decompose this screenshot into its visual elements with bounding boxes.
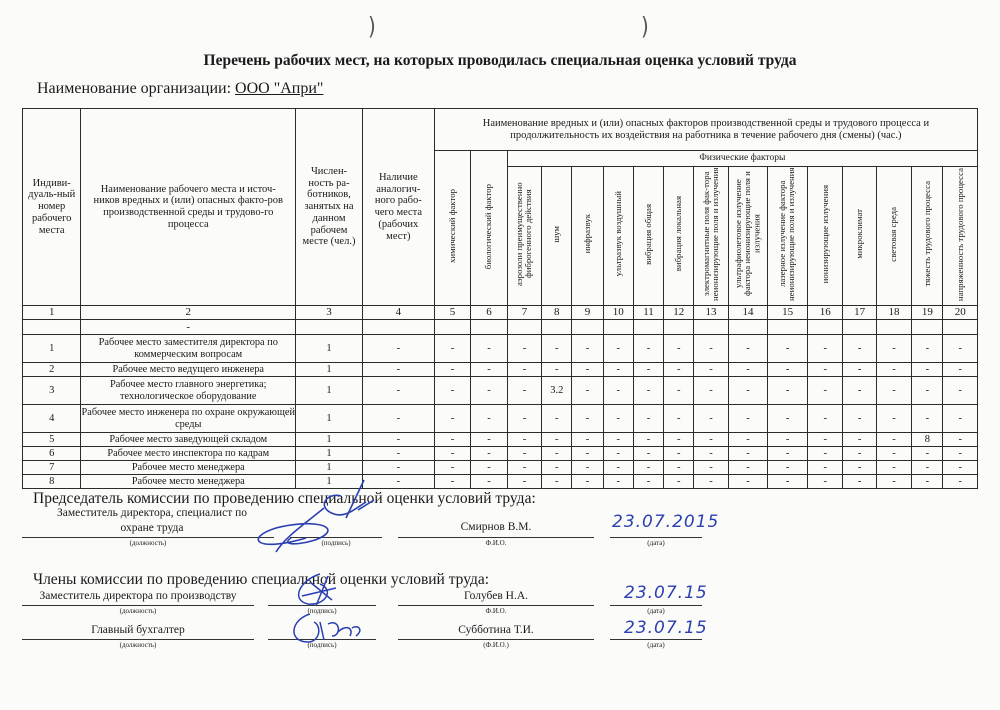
header-analog-workplace: Наличие аналогич-ного рабо-чего места (рабочих мест) <box>362 109 434 306</box>
blank-row <box>23 320 978 335</box>
factor-value-col-13: - <box>694 363 728 377</box>
workplace-name: Рабочее место менеджера <box>81 475 296 489</box>
blank-cell <box>542 320 572 335</box>
blank-cell <box>768 320 808 335</box>
chair-date-caption: (дата) <box>647 539 665 547</box>
workplace-name: Рабочее место главного энергетика; технологическое оборудование <box>81 377 296 405</box>
document-title: Перечень рабочих мест, на которых проводилась специальная оценка условий труда <box>203 52 797 69</box>
factor-value-col-10: - <box>603 447 633 461</box>
column-number-cell: 7 <box>507 306 541 320</box>
analog-workplace: - <box>362 447 434 461</box>
member-1-name: Голубев Н.А. <box>463 590 529 602</box>
factor-value-col-13: - <box>694 335 728 363</box>
factor-value-col-10: - <box>603 405 633 433</box>
table-row <box>23 405 978 433</box>
member-signatures-scribble <box>280 570 390 650</box>
factor-value-col-7: - <box>507 461 541 475</box>
factor-value-col-16: - <box>807 377 842 405</box>
workplace-number: 7 <box>23 461 81 475</box>
factor-value-col-7: - <box>507 433 541 447</box>
worker-count: 1 <box>296 377 363 405</box>
member-1-signature-caption: (подпись) <box>307 607 337 615</box>
factor-value-col-19: 8 <box>912 433 943 447</box>
factor-value-col-14: - <box>728 447 768 461</box>
member-1-date-caption: (дата) <box>647 607 665 615</box>
factor-value-col-11: - <box>633 461 663 475</box>
header-worker-count: Числен-ность ра-ботников, занятых на данном рабочем месте (чел.) <box>296 109 363 306</box>
factor-value-col-18: - <box>876 363 911 377</box>
worker-count: 1 <box>296 447 363 461</box>
factor-value-col-16: - <box>807 433 842 447</box>
member-2-date: 23.07.15 <box>624 618 708 638</box>
factor-value-col-18: - <box>876 447 911 461</box>
factor-value-col-13: - <box>694 475 728 489</box>
blank-cell <box>728 320 768 335</box>
factor-value-col-12: - <box>664 447 694 461</box>
analog-workplace: - <box>362 363 434 377</box>
factor-value-col-15: - <box>768 433 808 447</box>
column-number-cell: 6 <box>471 306 507 320</box>
header-factor-13-label: электромагнитные поля фак-тора неионизирующие поля и излучения <box>700 167 721 301</box>
column-number-cell: 13 <box>694 306 728 320</box>
factor-value-col-13: - <box>694 433 728 447</box>
factor-value-col-20: - <box>943 475 978 489</box>
punch-hole-mark: ) <box>641 11 649 41</box>
blank-cell <box>471 320 507 335</box>
chair-position-underline <box>22 537 274 538</box>
blank-cell <box>664 320 694 335</box>
analog-workplace: - <box>362 405 434 433</box>
factor-value-col-13: - <box>694 447 728 461</box>
factor-value-col-8: - <box>542 405 572 433</box>
factor-value-col-19: - <box>912 363 943 377</box>
blank-cell <box>876 320 911 335</box>
organization-label: Наименование организации: <box>37 80 232 97</box>
factor-value-col-13: - <box>694 405 728 433</box>
factor-value-col-10: - <box>603 475 633 489</box>
factor-value-col-18: - <box>876 335 911 363</box>
header-factors-group: Наименование вредных и (или) опасных факторов производственной среды и трудового процесса и продолжительность их воздействия на работника в течение рабочего дня (смены) (час.) <box>434 109 977 151</box>
factor-value-col-10: - <box>603 433 633 447</box>
header-factor-10-label: ультразвук воздушный <box>612 191 623 277</box>
factor-value-col-13: - <box>694 461 728 475</box>
factor-value-col-20: - <box>943 363 978 377</box>
header-factor-7-label: аэрозоли преимущественно фиброгенного действия <box>514 182 534 286</box>
factor-value-col-12: - <box>664 377 694 405</box>
table-row <box>23 363 978 377</box>
chair-signature-scribble <box>246 478 396 558</box>
table-row <box>23 335 978 363</box>
header-factor-17-label: микроклимат <box>853 209 864 259</box>
factor-value-col-16: - <box>807 461 842 475</box>
header-factor-15 <box>768 167 808 306</box>
factor-value-col-8: - <box>542 335 572 363</box>
factor-value-col-17: - <box>843 377 876 405</box>
factor-value-col-11: - <box>633 475 663 489</box>
factor-value-col-19: - <box>912 461 943 475</box>
workplace-name: Рабочее место заместителя директора по коммерческим вопросам <box>81 335 296 363</box>
factor-value-col-17: - <box>843 461 876 475</box>
blank-cell <box>23 320 81 335</box>
factor-value-col-10: - <box>603 335 633 363</box>
factor-value-col-15: - <box>768 475 808 489</box>
blank-cell <box>843 320 876 335</box>
factor-value-col-9: - <box>572 377 603 405</box>
factor-value-col-10: - <box>603 377 633 405</box>
factor-value-col-15: - <box>768 363 808 377</box>
factor-value-col-16: - <box>807 363 842 377</box>
factor-value-col-9: - <box>572 433 603 447</box>
factor-value-col-20: - <box>943 405 978 433</box>
worker-count: 1 <box>296 475 363 489</box>
factor-value-col-7: - <box>507 475 541 489</box>
factor-value-col-8: - <box>542 433 572 447</box>
factor-value-col-9: - <box>572 475 603 489</box>
factor-value-col-20: - <box>943 433 978 447</box>
factor-value-col-10: - <box>603 461 633 475</box>
factor-value-col-14: - <box>728 405 768 433</box>
factor-value-col-18: - <box>876 405 911 433</box>
table-row <box>23 377 978 405</box>
factor-value-col-8: - <box>542 363 572 377</box>
factor-value-col-12: - <box>664 363 694 377</box>
header-factor-20 <box>943 167 978 306</box>
factor-value-col-12: - <box>664 433 694 447</box>
header-factor-13 <box>694 167 728 306</box>
factor-value-col-18: - <box>876 461 911 475</box>
factor-value-col-20: - <box>943 461 978 475</box>
factor-value-col-12: - <box>664 335 694 363</box>
header-factor-16 <box>807 167 842 306</box>
factor-value-col-5: - <box>434 433 470 447</box>
chair-heading: Председатель комиссии по проведению специальной оценки условий труда: <box>33 490 536 507</box>
chair-name: Смирнов В.М. <box>460 521 532 533</box>
member-2-name: Субботина Т.И. <box>458 624 534 636</box>
factor-value-col-8: - <box>542 461 572 475</box>
analog-workplace: - <box>362 335 434 363</box>
blank-cell <box>572 320 603 335</box>
header-factor-7 <box>507 167 541 306</box>
column-number-cell: 20 <box>943 306 978 320</box>
worker-count: 1 <box>296 433 363 447</box>
member-1-position-underline <box>22 605 254 606</box>
factor-value-col-6: - <box>471 377 507 405</box>
factor-value-col-20: - <box>943 447 978 461</box>
factor-value-col-6: - <box>471 405 507 433</box>
workplace-name: Рабочее место ведущего инженера <box>81 363 296 377</box>
factor-value-col-5: - <box>434 461 470 475</box>
organization-line <box>37 80 327 98</box>
blank-cell <box>296 320 363 335</box>
chair-date-underline <box>610 537 702 538</box>
analog-workplace: - <box>362 377 434 405</box>
factor-value-col-16: - <box>807 335 842 363</box>
header-factor-11 <box>633 167 663 306</box>
column-number-cell: 19 <box>912 306 943 320</box>
header-factor-18 <box>876 167 911 306</box>
factor-value-col-6: - <box>471 433 507 447</box>
chair-position-line1: Заместитель директора, специалист по <box>56 507 247 519</box>
analog-workplace: - <box>362 461 434 475</box>
factor-value-col-14: - <box>728 363 768 377</box>
punch-hole-mark: ) <box>368 11 376 41</box>
chair-date: 23.07.2015 <box>612 512 720 532</box>
member-1-date-underline <box>610 605 702 606</box>
workplace-number: 4 <box>23 405 81 433</box>
factor-value-col-7: - <box>507 363 541 377</box>
workplace-number: 5 <box>23 433 81 447</box>
member-2-date-caption: (дата) <box>647 641 665 649</box>
factor-value-col-13: - <box>694 377 728 405</box>
column-number-cell: 16 <box>807 306 842 320</box>
header-factor-19 <box>912 167 943 306</box>
member-2-position: Главный бухгалтер <box>91 624 185 636</box>
member-2-date-underline <box>610 639 702 640</box>
blank-cell <box>603 320 633 335</box>
factor-value-col-15: - <box>768 461 808 475</box>
table-row <box>23 447 978 461</box>
workplaces-table <box>22 108 978 489</box>
factor-value-col-12: - <box>664 475 694 489</box>
organization-name: ООО "Апри" <box>235 80 324 97</box>
factor-value-col-15: - <box>768 335 808 363</box>
worker-count: 1 <box>296 363 363 377</box>
column-number-cell: 17 <box>843 306 876 320</box>
member-2-fio-caption: (Ф.И.О.) <box>483 641 509 649</box>
factor-value-col-14: - <box>728 335 768 363</box>
chair-position-caption: (должность) <box>129 539 167 547</box>
blank-cell <box>694 320 728 335</box>
workplace-name: Рабочее место инспектора по кадрам <box>81 447 296 461</box>
workplace-name: Рабочее место заведующей складом <box>81 433 296 447</box>
factor-value-col-19: - <box>912 447 943 461</box>
workplace-number: 8 <box>23 475 81 489</box>
blank-cell <box>943 320 978 335</box>
column-number-cell: 2 <box>81 306 296 320</box>
member-1-date: 23.07.15 <box>624 583 708 603</box>
workplace-name: Рабочее место менеджера <box>81 461 296 475</box>
header-factor-6 <box>471 151 507 306</box>
header-factor-20-label: напряженность трудового процесса <box>954 167 965 301</box>
factor-value-col-17: - <box>843 363 876 377</box>
header-factor-8 <box>542 167 572 306</box>
table-row <box>23 461 978 475</box>
header-factor-11-label: вибрация общая <box>642 203 653 265</box>
header-factor-14-label: ультрафиолетовое излучение фактора неионизирующие поля и излучения <box>733 171 762 297</box>
analog-workplace: - <box>362 475 434 489</box>
member-1-name-underline <box>398 605 594 606</box>
factor-value-col-14: - <box>728 433 768 447</box>
workplace-number: 6 <box>23 447 81 461</box>
column-number-cell: 8 <box>542 306 572 320</box>
header-factor-14 <box>728 167 768 306</box>
column-number-cell: 12 <box>664 306 694 320</box>
workplace-number: 3 <box>23 377 81 405</box>
blank-cell <box>912 320 943 335</box>
factor-value-col-17: - <box>843 475 876 489</box>
factor-value-col-6: - <box>471 363 507 377</box>
factor-value-col-10: - <box>603 363 633 377</box>
factor-value-col-6: - <box>471 335 507 363</box>
worker-count: 1 <box>296 461 363 475</box>
blank-cell-dash: - <box>81 320 296 335</box>
factor-value-col-19: - <box>912 405 943 433</box>
workplace-number: 2 <box>23 363 81 377</box>
member-1-position-caption: (должность) <box>119 607 157 615</box>
column-number-cell: 1 <box>23 306 81 320</box>
header-factor-9 <box>572 167 603 306</box>
table-row <box>23 433 978 447</box>
chair-position-line2: охране труда <box>120 522 184 534</box>
factor-value-col-7: - <box>507 377 541 405</box>
factor-value-col-9: - <box>572 335 603 363</box>
workplace-rows <box>23 335 978 489</box>
factor-value-col-8: - <box>542 475 572 489</box>
factor-value-col-14: - <box>728 377 768 405</box>
factor-value-col-11: - <box>633 433 663 447</box>
blank-cell <box>807 320 842 335</box>
member-2-position-caption: (должность) <box>119 641 157 649</box>
factor-value-col-18: - <box>876 433 911 447</box>
member-2-name-underline <box>398 639 594 640</box>
header-factor-12 <box>664 167 694 306</box>
factor-value-col-14: - <box>728 461 768 475</box>
factor-value-col-15: - <box>768 447 808 461</box>
factor-value-col-15: - <box>768 377 808 405</box>
table-row <box>23 475 978 489</box>
header-factor-5-label: химический фактор <box>446 189 457 264</box>
factor-value-col-17: - <box>843 433 876 447</box>
column-number-cell: 15 <box>768 306 808 320</box>
factor-value-col-15: - <box>768 405 808 433</box>
factor-value-col-17: - <box>843 447 876 461</box>
factor-value-col-11: - <box>633 335 663 363</box>
factor-value-col-9: - <box>572 405 603 433</box>
factor-value-col-14: - <box>728 475 768 489</box>
factor-value-col-11: - <box>633 363 663 377</box>
header-factor-9-label: инфразвук <box>581 214 592 254</box>
factor-value-col-9: - <box>572 363 603 377</box>
worker-count: 1 <box>296 335 363 363</box>
column-number-cell: 4 <box>362 306 434 320</box>
header-factor-6-label: биологический фактор <box>483 183 494 269</box>
workplace-name: Рабочее место инженера по охране окружающей среды <box>81 405 296 433</box>
header-factor-15-label: лазерное излучение фактора неионизирующие поля и излучения <box>777 167 797 301</box>
header-physical-factors: Физические факторы <box>507 151 977 167</box>
factor-value-col-5: - <box>434 377 470 405</box>
factor-value-col-5: - <box>434 447 470 461</box>
factor-value-col-11: - <box>633 377 663 405</box>
column-number-cell: 11 <box>633 306 663 320</box>
header-factor-5 <box>434 151 470 306</box>
factor-value-col-7: - <box>507 335 541 363</box>
factor-value-col-9: - <box>572 447 603 461</box>
blank-cell <box>362 320 434 335</box>
header-factor-12-label: вибрация локальная <box>673 196 684 272</box>
blank-cell <box>434 320 470 335</box>
factor-value-col-17: - <box>843 335 876 363</box>
header-factor-19-label: тяжесть трудового процесса <box>921 181 932 287</box>
factor-value-col-12: - <box>664 405 694 433</box>
factor-value-col-8: - <box>542 447 572 461</box>
blank-cell <box>633 320 663 335</box>
column-number-cell: 14 <box>728 306 768 320</box>
workplace-number: 1 <box>23 335 81 363</box>
header-factor-18-label: световая среда <box>888 206 899 262</box>
header-factor-16-label: ионизирующие излучения <box>819 184 830 284</box>
header-workplace-number: Индиви-дуаль-ный номер рабочего места <box>23 109 81 306</box>
factor-value-col-6: - <box>471 447 507 461</box>
factor-value-col-17: - <box>843 405 876 433</box>
factor-value-col-9: - <box>572 461 603 475</box>
factor-value-col-11: - <box>633 447 663 461</box>
header-factor-8-label: шум <box>551 225 562 243</box>
factor-value-col-5: - <box>434 363 470 377</box>
member-2-position-underline <box>22 639 254 640</box>
column-number-cell: 10 <box>603 306 633 320</box>
column-number-cell: 18 <box>876 306 911 320</box>
column-number-cell: 9 <box>572 306 603 320</box>
factor-value-col-6: - <box>471 475 507 489</box>
member-1-position: Заместитель директора по производству <box>39 590 237 602</box>
factor-value-col-16: - <box>807 447 842 461</box>
blank-cell <box>507 320 541 335</box>
header-factor-10 <box>603 167 633 306</box>
analog-workplace: - <box>362 433 434 447</box>
factor-value-col-6: - <box>471 461 507 475</box>
member-1-fio-caption: Ф.И.О. <box>485 607 507 615</box>
factor-value-col-16: - <box>807 405 842 433</box>
factor-value-col-19: - <box>912 475 943 489</box>
chair-signature-caption: (подпись) <box>321 539 351 547</box>
worker-count: 1 <box>296 405 363 433</box>
factor-value-col-5: - <box>434 405 470 433</box>
column-number-cell: 5 <box>434 306 470 320</box>
factor-value-col-20: - <box>943 335 978 363</box>
factor-value-col-7: - <box>507 405 541 433</box>
factor-value-col-8: 3.2 <box>542 377 572 405</box>
header-workplace-name: Наименование рабочего места и источ-ников вредных и (или) опасных факто-ров производственной среды и трудово-го процесса <box>81 109 296 306</box>
factor-value-col-18: - <box>876 377 911 405</box>
factor-value-col-19: - <box>912 377 943 405</box>
factor-value-col-12: - <box>664 461 694 475</box>
members-heading: Члены комиссии по проведению специальной оценки условий труда: <box>33 571 490 588</box>
column-number-row <box>23 306 978 320</box>
factor-value-col-18: - <box>876 475 911 489</box>
header-factor-17 <box>843 167 876 306</box>
factor-value-col-11: - <box>633 405 663 433</box>
column-number-cell: 3 <box>296 306 363 320</box>
factor-value-col-20: - <box>943 377 978 405</box>
factor-value-col-19: - <box>912 335 943 363</box>
chair-name-underline <box>398 537 594 538</box>
factor-value-col-16: - <box>807 475 842 489</box>
chair-fio-caption: Ф.И.О. <box>485 539 507 547</box>
factor-value-col-7: - <box>507 447 541 461</box>
factor-value-col-5: - <box>434 335 470 363</box>
factor-value-col-5: - <box>434 475 470 489</box>
member-2-signature-caption: (подпись) <box>307 641 337 649</box>
